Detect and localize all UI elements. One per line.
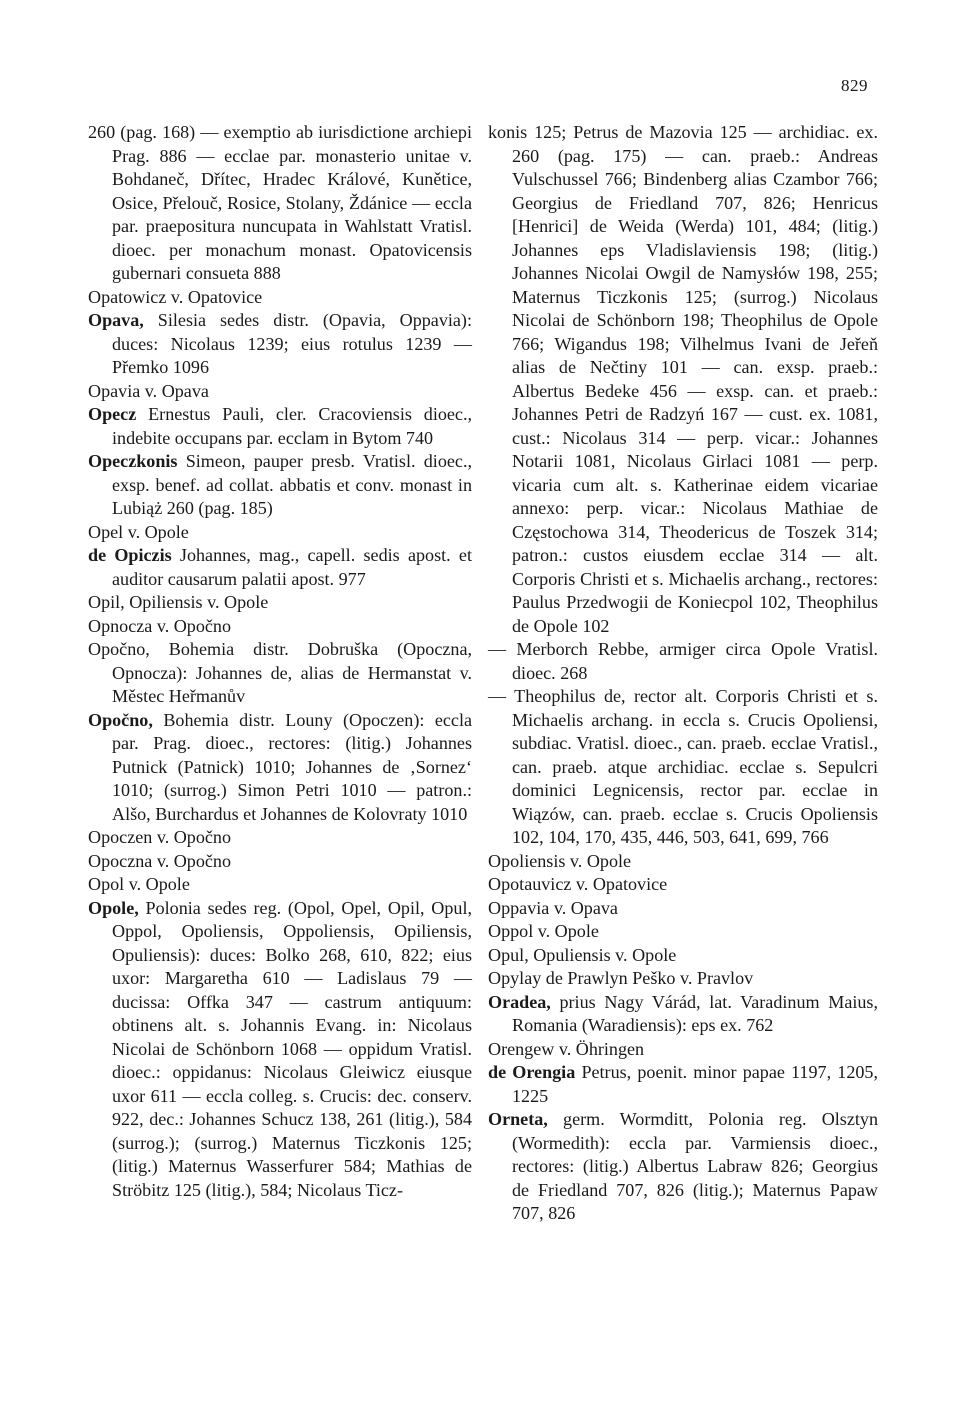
entry-headword: de Opiczis [88, 545, 172, 565]
entry-text: Oppavia v. Opava [488, 897, 618, 918]
entry [88, 591, 472, 615]
entry [488, 685, 878, 850]
entry [88, 544, 472, 591]
left-column [88, 121, 472, 1202]
entry-text: Bohemia distr. Louny (Opoczen): eccla par. Prag. dioec., rectores: (litig.) Johannes Putnick (Patnick) 1010; Johannes de ‚Sornez‘ 1010; (surrog.) Simon Petri 1010 — patron.: Alšo, Burchardus et Johannes de Kolovraty 1010 [112, 709, 472, 824]
entry [488, 850, 878, 874]
entry [88, 450, 472, 521]
entry-headword: Opole, [88, 897, 139, 918]
entry [88, 826, 472, 850]
entry-text: konis 125; Petrus de Mazovia 125 — archidiac. ex. 260 (pag. 175) — can. praeb.: Andreas Vulschussel 766; Bindenberg alias Czambor 766; Georgius de Friedland 707, 826; Henricus [Henrici] de Weida (Werda) 101, 484; (litig.) Johannes eps Vladislaviensis 198; (litig.) Johannes Nicolai Owgil de Namysłów 198, 255; Maternus Ticzkonis 125; (surrog.) Nicolaus Nicolai de Schönborn 198; Theophilus de Opole 766; Wigandus 198; Vilhelmus Ivani de Jeřeň alias de Nečtiny 101 — can. exsp. praeb.: Albertus Bedeke 456 — exsp. can. et praeb.: Johannes Petri de Radzyń 167 — cust. ex. 1081, cust.: Nicolaus 314 — perp. vicar.: Johannes Notarii 1081, Nicolaus Girlaci 1081 — perp. vicaria cum alt. s. Katherinae eidem vicariae annexo: perp. vicar.: Nicolaus Mathiae de Częstochowa 314, Theodericus de Toszek 314; patron.: custos eiusdem ecclae 314 — alt. Corporis Christi et s. Michaelis archang., rectores: Paulus Przedwogii de Koniecpol 102, Theophilus de Opole 102 [488, 122, 878, 636]
entry [88, 638, 472, 709]
entry [88, 709, 472, 827]
entry [488, 1061, 878, 1108]
entry [88, 121, 472, 286]
right-column [488, 121, 878, 1226]
entry [488, 991, 878, 1038]
entry [488, 1038, 878, 1062]
entry-headword: Opecz [88, 404, 137, 424]
entry-text: Opil, Opiliensis v. Opole [88, 592, 269, 612]
entry-text: Opoliensis v. Opole [488, 850, 632, 871]
entry-text: Opoczen v. Opočno [88, 827, 232, 847]
entry-headword: Opeczkonis [88, 451, 178, 471]
entry-text: Orengew v. Öhringen [488, 1038, 645, 1059]
entry-headword: Orneta, [488, 1109, 548, 1129]
entry [88, 403, 472, 450]
entry [488, 638, 878, 685]
entry [88, 521, 472, 545]
entry-text: Simeon, pauper presb. Vratisl. dioec., exsp. benef. ad collat. abbatis et conv. monast in Lubiąż 260 (pag. 185) [112, 451, 472, 518]
entry [88, 850, 472, 874]
entry [88, 897, 472, 1203]
entry [488, 897, 878, 921]
entry [488, 1108, 878, 1226]
entry-text: Opoczna v. Opočno [88, 850, 232, 871]
entry [88, 380, 472, 404]
entry-text: Ernestus Pauli, cler. Cracoviensis dioec., indebite occupans par. ecclam in Bytom 740 [112, 404, 472, 448]
entry-text: Silesia sedes distr. (Opavia, Oppavia): duces: Nicolaus 1239; eius rotulus 1239 — Přemko 1096 [112, 310, 472, 377]
entry-text: Johannes, mag., capell. sedis apost. et auditor causarum palatii apost. 977 [112, 545, 472, 589]
entry-text: Opylay de Prawlyn Peško v. Pravlov [488, 968, 754, 988]
entry [488, 920, 878, 944]
page-number: 829 [841, 76, 868, 95]
entry-headword: Opava, [88, 310, 144, 330]
entry-text: Opel v. Opole [88, 521, 189, 542]
entry [88, 615, 472, 639]
entry-text: Opotauvicz v. Opatovice [488, 874, 668, 894]
entry-text: Theophilus de, rector alt. Corporis Christi et s. Michaelis archang. in eccla s. Crucis Opoliensi, subdiac. Vratisl. dioec., can. praeb. ecclae Vratisl., can. praeb. atque archidiac. ecclae s. Sepulcri dominici Legnicensis, rector par. ecclae in Wiązów, can. praeb. ecclae s. Crucis Opoliensis 102, 104, 170, 435, 446, 503, 641, 699, 766 [506, 686, 878, 847]
entry [488, 873, 878, 897]
entry [88, 286, 472, 310]
entry [488, 967, 878, 991]
entry-text: Opol v. Opole [88, 874, 190, 894]
entry-text: Oppol v. Opole [488, 921, 599, 941]
entry-headword: Oradea, [488, 991, 551, 1012]
entry-headword: Opočno, [88, 709, 153, 730]
entry-text: Polonia sedes reg. (Opol, Opel, Opil, Opul, Oppol, Opoliensis, Oppoliensis, Opiliensis, Opuliensis): duces: Bolko 268, 610, 822; eius uxor: Margaretha 610 — Ladislaus 79 — ducissa: Offka 347 — castrum antiquum: obtinens alt. s. Johannis Evang. in: Nicolaus Nicolai de Schönborn 1068 — oppidum Vratisl. dioec.: oppidanus: Nicolaus Gleiwicz eiusque uxor 611 — eccla colleg. s. Crucis: dec. conserv. 922, dec.: Johannes Schucz 138, 261 (litig.), 584 (surrog.); (surrog.) Maternus Ticzkonis 125; (litig.) Maternus Wasserfurer 584; Mathias de Ströbitz 125 (litig.), 584; Nicolaus Ticz- [112, 897, 472, 1200]
entry-text: Opatowicz v. Opatovice [88, 286, 263, 307]
entry-text: germ. Wormditt, Polonia reg. Olsztyn (Wormedith): eccla par. Varmiensis dioec., rectores: (litig.) Albertus Labraw 826; Georgius de Friedland 707, 826 (litig.); Maternus Papaw 707, 826 [512, 1109, 878, 1223]
entry-text: prius Nagy Várád, lat. Varadinum Maius, Romania (Waradiensis): eps ex. 762 [512, 991, 878, 1035]
entry-dash: — [488, 639, 507, 659]
entry [88, 873, 472, 897]
entry-text: Opavia v. Opava [88, 380, 209, 401]
entry [488, 944, 878, 968]
entry-text: Opul, Opuliensis v. Opole [488, 944, 677, 965]
entry [488, 121, 878, 638]
entry-headword: de Orengia [488, 1062, 576, 1082]
entry-text: 260 (pag. 168) — exemptio ab iurisdictione archiepi Prag. 886 — ecclae par. monasterio unitae v. Bohdaneč, Dřítec, Hradec Králové, Kunětice, Osice, Přelouč, Rosice, Stolany, Ždánice — eccla par. praepositura nuncupata in Wahlstatt Vratisl. dioec. per monachum monast. Opatovicensis gubernari consueta 888 [88, 122, 472, 283]
entry-text: Opnocza v. Opočno [88, 615, 232, 636]
entry-dash: — [488, 686, 507, 706]
entry-text: Merborch Rebbe, armiger circa Opole Vratisl. dioec. 268 [506, 639, 878, 683]
entry [88, 309, 472, 380]
entry-text: Petrus, poenit. minor papae 1197, 1205, 1225 [512, 1062, 878, 1106]
entry-text: Opočno, Bohemia distr. Dobruška (Opoczna, Opnocza): Johannes de, alias de Hermanstat v. Městec Heřmanův [88, 639, 472, 706]
